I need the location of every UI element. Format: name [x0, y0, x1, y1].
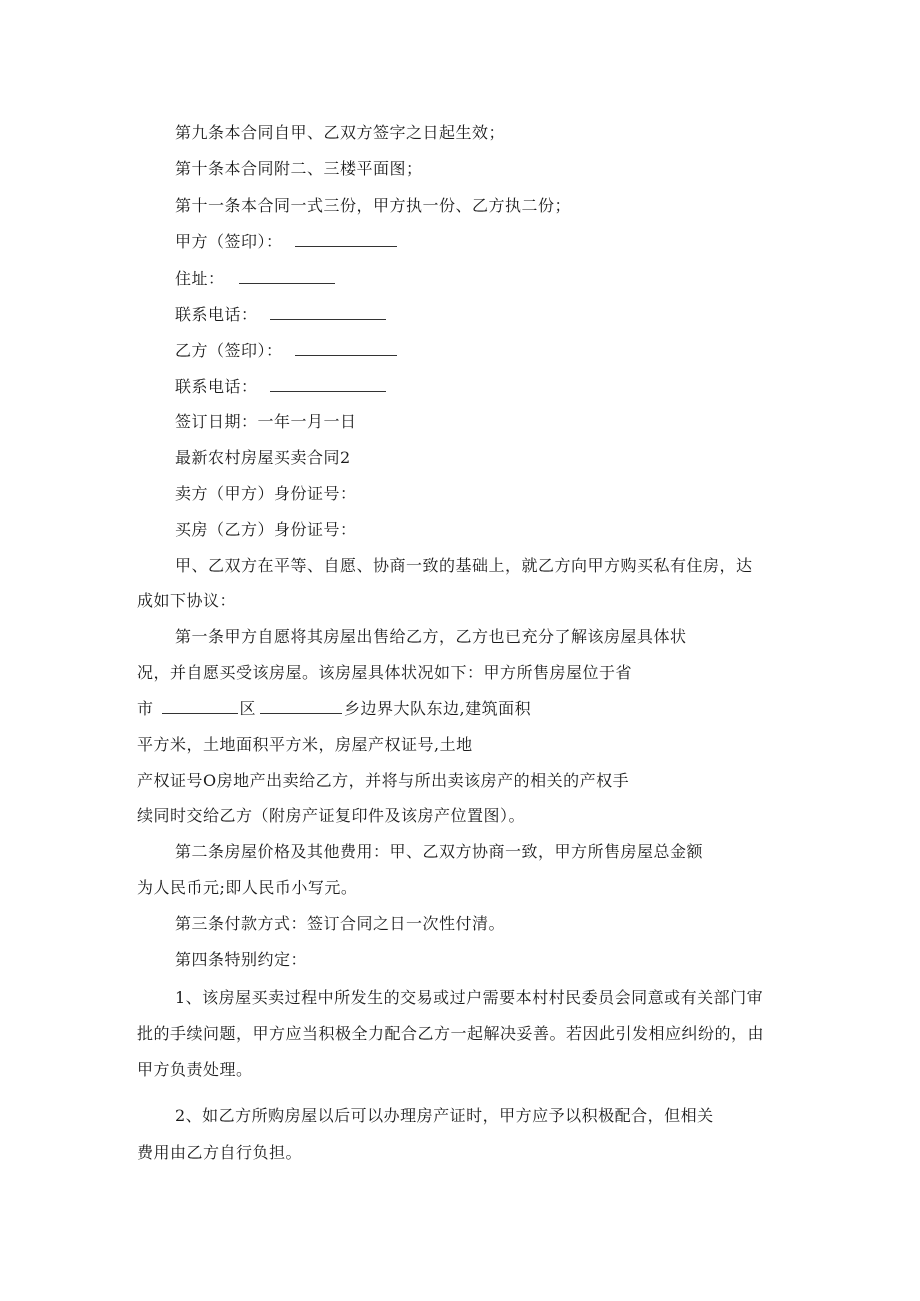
address-blank [239, 269, 335, 284]
clause-1-line-1: 1、该房屋买卖过程中所发生的交易或过户需要本村村民委员会同意或有关部门审 [175, 988, 764, 1007]
article-1-line-3 [137, 699, 531, 719]
party-b-phone-label: 联系电话： [175, 377, 258, 396]
preamble-line-1: 甲、乙双方在平等、自愿、协商一致的基础上，就乙方向甲方购买私有住房，达 [175, 556, 753, 575]
clause-1-line-3: 甲方负责处理。 [137, 1060, 253, 1079]
article-2-line-1: 第二条房屋价格及其他费用：甲、乙双方协商一致，甲方所售房屋总金额 [175, 842, 704, 861]
article-11: 第十一条本合同一式三份，甲方执一份、乙方执二份； [175, 196, 572, 215]
article-1-line-6: 续同时交给乙方（附房产证复印件及该房产位置图）。 [137, 806, 526, 825]
city-label: 市 [137, 699, 154, 718]
clause-2-line-2: 费用由乙方自行负担。 [137, 1143, 303, 1162]
party-b-phone-row [175, 377, 386, 397]
party-b-signature-blank [295, 341, 397, 356]
party-a-phone-label: 联系电话： [175, 305, 258, 324]
city-blank [162, 699, 238, 714]
clause-2-line-1: 2、如乙方所购房屋以后可以办理房产证时，甲方应予以积极配合，但相关 [175, 1106, 714, 1125]
article-1-line-2: 况，并自愿买受该房屋。该房屋具体状况如下：甲方所售房屋位于省 [137, 663, 633, 682]
article-1-line-4: 平方米，土地面积平方米，房屋产权证号,土地 [137, 735, 473, 754]
buyer-id-number: 买房（乙方）身份证号： [175, 520, 357, 539]
signing-date: 签订日期：一年一月一日 [175, 412, 357, 431]
clause-1-line-2: 批的手续问题，甲方应当积极全力配合乙方一起解决妥善。若因此引发相应纠纷的，由 [137, 1024, 765, 1043]
party-a-phone-row [175, 305, 386, 325]
seller-id-number: 卖方（甲方）身份证号： [175, 484, 357, 503]
article-1-line-5: 产权证号O房地产出卖给乙方，并将与所出卖该房产的相关的产权手 [137, 771, 630, 790]
article-2-line-2: 为人民币元;即人民币小写元。 [137, 878, 358, 897]
article-1-line-1: 第一条甲方自愿将其房屋出售给乙方，乙方也已充分了解该房屋具体状 [175, 627, 687, 646]
party-a-phone-blank [270, 305, 386, 320]
address-row [175, 269, 335, 289]
preamble-line-2: 成如下协议： [137, 591, 237, 610]
district-blank [260, 699, 342, 714]
address-label: 住址： [175, 269, 225, 288]
township-text: 乡边界大队东边,建筑面积 [344, 699, 532, 718]
article-4-heading: 第四条特别约定： [175, 950, 308, 969]
party-a-signature-row [175, 232, 397, 252]
article-10: 第十条本合同附二、三楼平面图； [175, 159, 423, 178]
party-b-signature-row [175, 341, 397, 361]
party-a-signature-label: 甲方（签印）： [175, 232, 283, 251]
party-b-signature-label: 乙方（签印）： [175, 341, 283, 360]
article-3: 第三条付款方式：签订合同之日一次性付清。 [175, 914, 506, 933]
district-label: 区 [239, 699, 257, 718]
contract-2-title: 最新农村房屋买卖合同2 [175, 448, 351, 467]
article-9: 第九条本合同自甲、乙双方签字之日起生效； [175, 123, 506, 142]
party-a-signature-blank [295, 232, 397, 247]
party-b-phone-blank [270, 377, 386, 392]
